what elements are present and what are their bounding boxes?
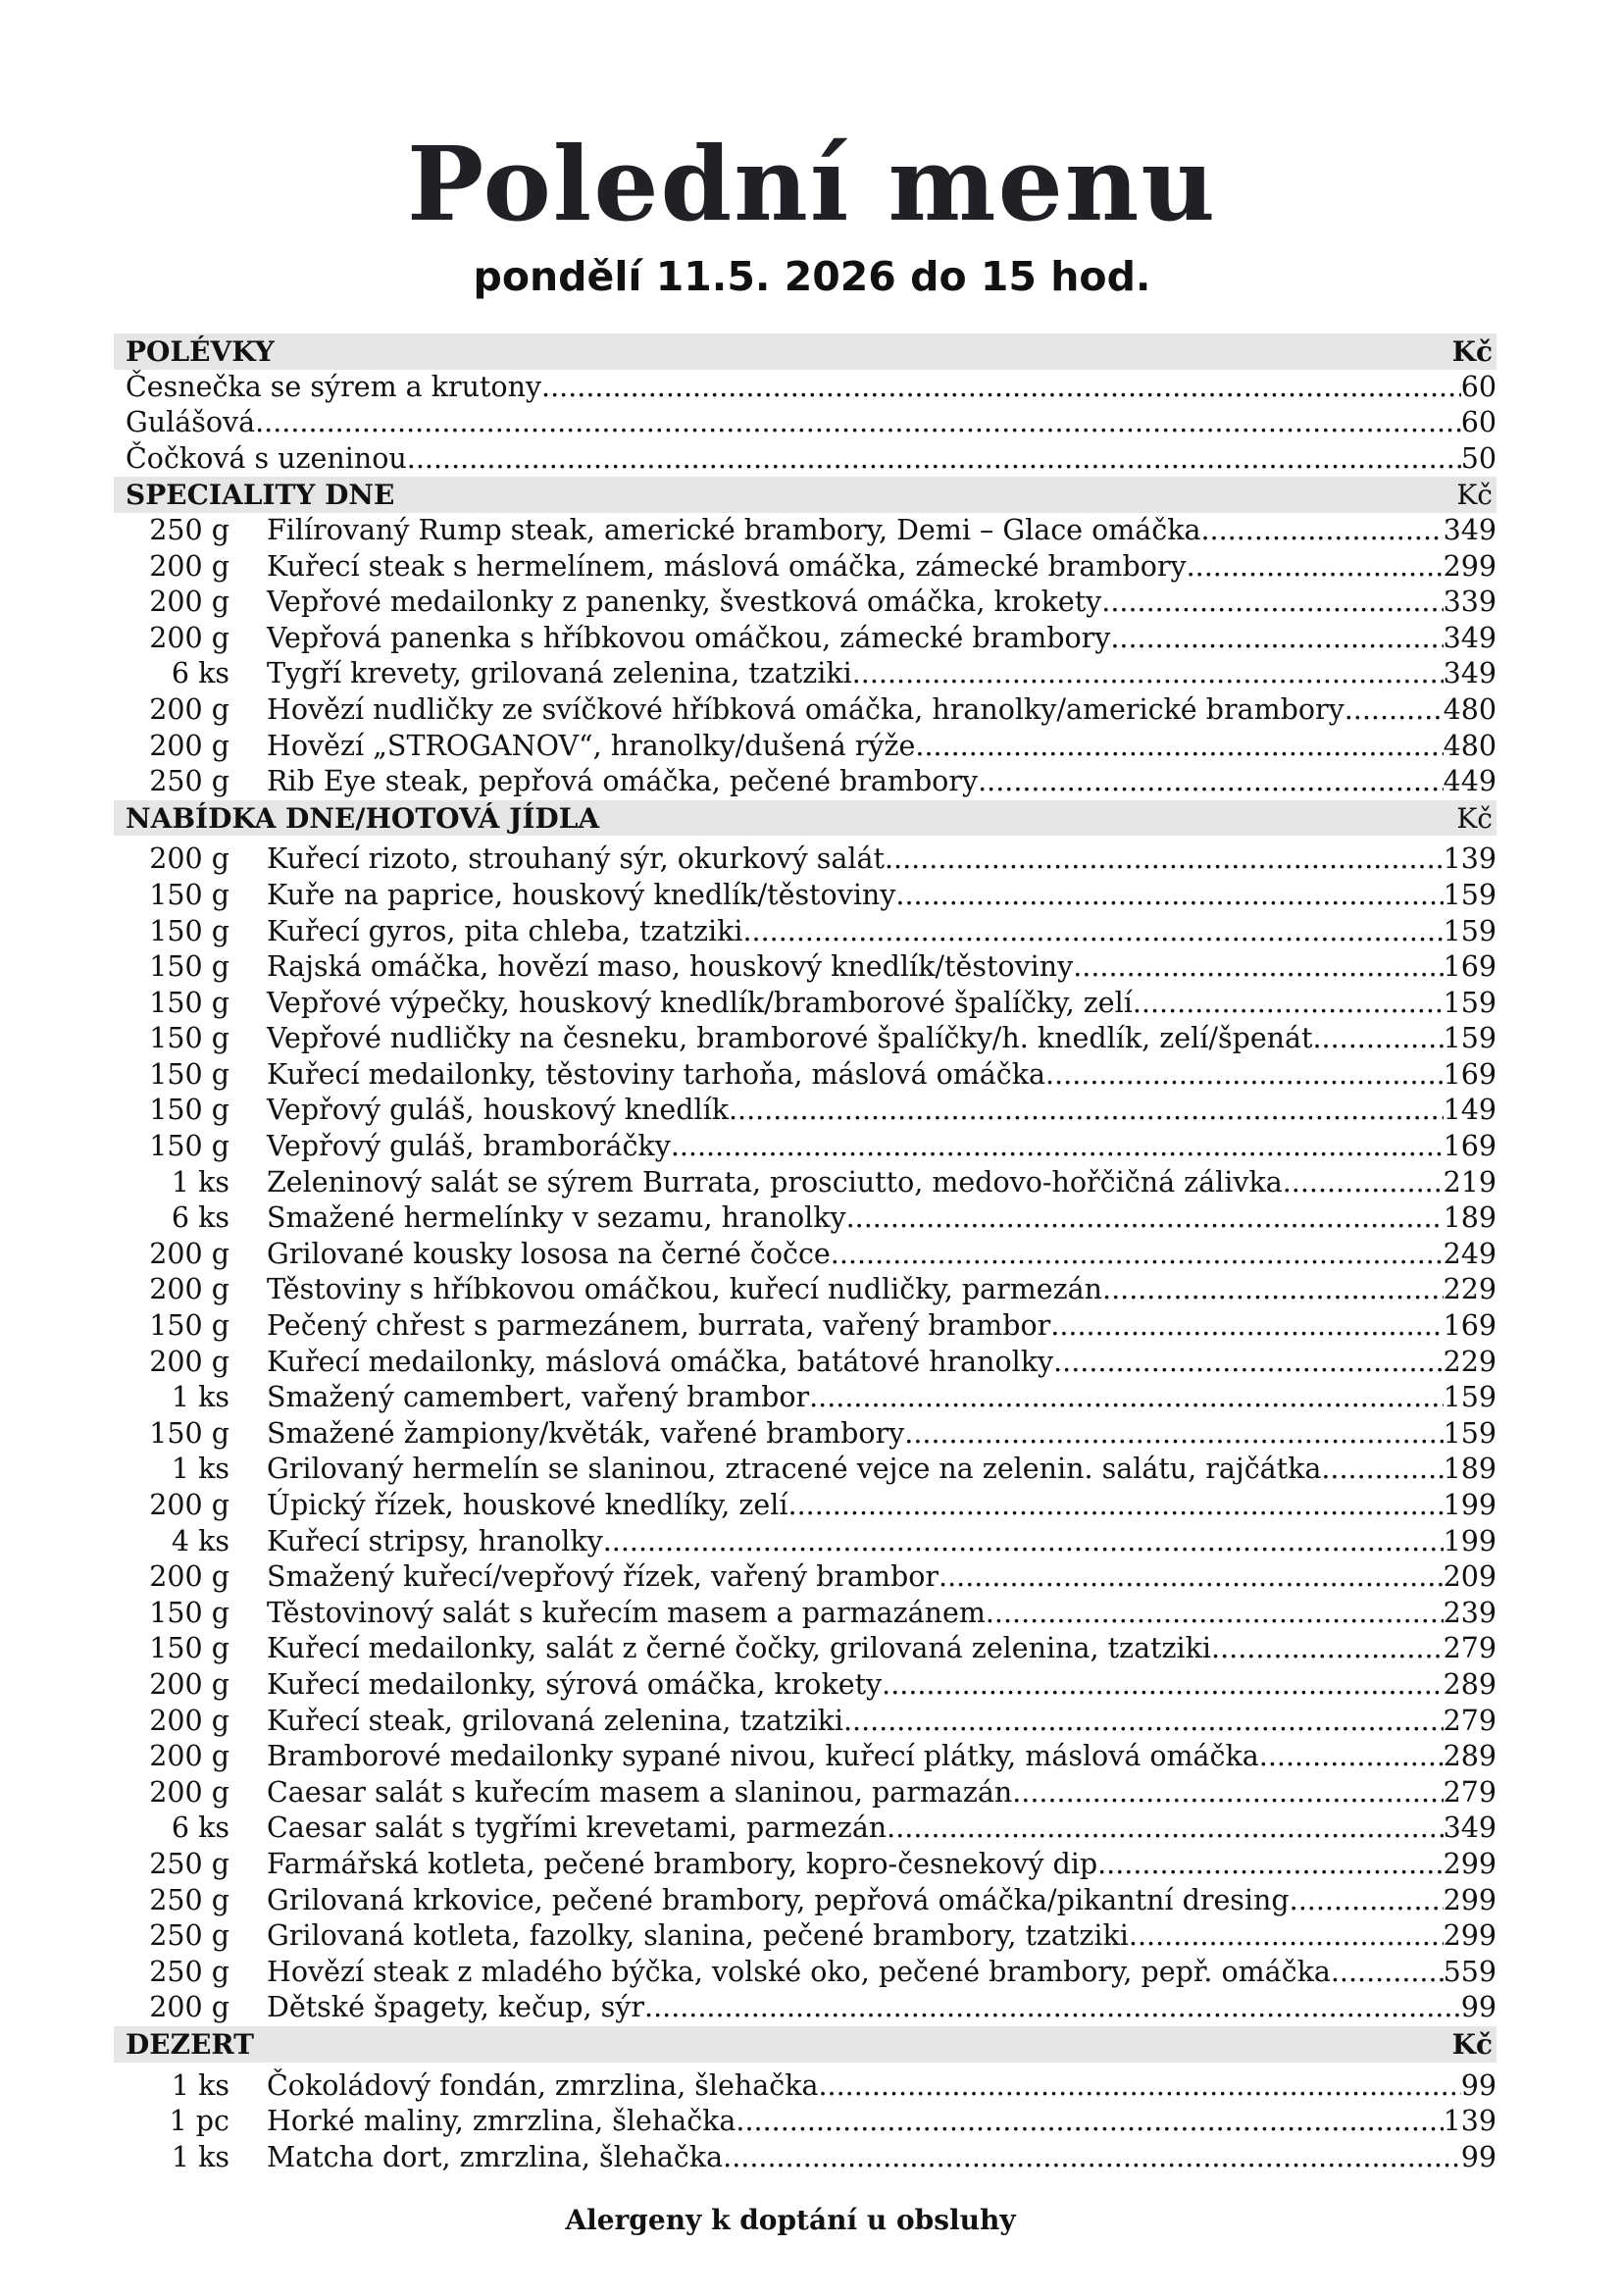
item-quantity: 150 g — [149, 1094, 229, 1127]
item-price: 159 — [1443, 1381, 1497, 1414]
item-quantity: 150 g — [149, 1057, 229, 1091]
item-price: 339 — [1443, 586, 1497, 619]
section-title: DEZERT — [126, 2027, 255, 2061]
dot-leader — [1321, 1452, 1443, 1488]
menu-item — [114, 441, 1497, 478]
dot-leader — [1187, 549, 1444, 586]
item-name: Dětské špagety, kečup, sýr — [267, 1991, 645, 2024]
item-price: 60 — [1460, 406, 1497, 439]
dot-leader — [1211, 1631, 1444, 1667]
dot-leader — [843, 1704, 1444, 1740]
dot-leader — [1102, 1272, 1444, 1308]
menu-item — [114, 656, 1497, 692]
menu-item — [114, 1918, 1497, 1955]
menu-item — [114, 1380, 1497, 1416]
dot-leader — [1290, 1883, 1444, 1919]
item-quantity: 250 g — [149, 513, 229, 546]
item-quantity: 200 g — [149, 692, 229, 726]
dot-leader — [819, 2068, 1461, 2105]
dot-leader — [895, 878, 1443, 914]
dot-leader — [255, 405, 1461, 441]
item-price: 189 — [1443, 1453, 1497, 1486]
section-currency: Kč — [1456, 479, 1493, 512]
item-name: Rajská omáčka, hovězí maso, houskový knedlík/těstoviny — [267, 950, 1074, 984]
dot-leader — [736, 2104, 1443, 2140]
menu-item — [114, 986, 1497, 1022]
item-quantity: 200 g — [149, 1345, 229, 1378]
item-price: 159 — [1443, 914, 1497, 947]
menu-item — [114, 1021, 1497, 1057]
item-name: Caesar salát s kuřecím masem a slaninou, parmazán — [267, 1775, 1013, 1809]
dot-leader — [788, 1488, 1444, 1524]
menu-item — [114, 1093, 1497, 1129]
section-header — [114, 800, 1497, 837]
item-quantity: 1 ks — [171, 2068, 229, 2102]
dot-leader — [852, 656, 1444, 692]
item-name: Smažený kuřecí/vepřový řízek, vařený brambor — [267, 1560, 939, 1594]
item-quantity: 250 g — [149, 1883, 229, 1916]
item-price: 349 — [1443, 1811, 1497, 1845]
item-name: Vepřové výpečky, houskový knedlík/bramborové špalíčky, zelí — [267, 986, 1133, 1019]
item-name: Tygří krevety, grilovaná zelenina, tzatziki — [267, 657, 852, 690]
item-price: 229 — [1443, 1345, 1497, 1378]
menu-item — [114, 1057, 1497, 1094]
menu-item — [114, 1559, 1497, 1596]
menu-item — [114, 1704, 1497, 1740]
item-name: Farmářská kotleta, pečené brambory, kopro-česnekový dip — [267, 1847, 1098, 1880]
item-quantity: 200 g — [149, 1740, 229, 1773]
dot-leader — [986, 1596, 1444, 1632]
item-name: Zeleninový salát se sýrem Burrata, prosciutto, medovo-hořčičná zálivka — [267, 1165, 1283, 1199]
dot-leader — [846, 1200, 1444, 1237]
item-name: Bramborové medailonky sypané nivou, kuřecí plátky, máslová omáčka — [267, 1740, 1259, 1773]
item-price: 279 — [1443, 1775, 1497, 1809]
menu-item — [114, 1165, 1497, 1201]
dot-leader — [904, 1416, 1443, 1453]
dot-leader — [729, 1093, 1444, 1129]
item-name: Grilovaná kotleta, fazolky, slanina, pečené brambory, tzatziki — [267, 1919, 1129, 1953]
item-quantity: 1 ks — [171, 2140, 229, 2173]
section-header — [114, 477, 1497, 513]
item-price: 189 — [1443, 1201, 1497, 1235]
item-quantity: 150 g — [149, 1130, 229, 1163]
item-name: Matcha dort, zmrzlina, šlehačka — [267, 2140, 724, 2173]
item-quantity: 200 g — [149, 1237, 229, 1270]
item-quantity: 150 g — [149, 950, 229, 984]
dot-leader — [1045, 1057, 1444, 1094]
item-name: Smažený camembert, vařený brambor — [267, 1381, 810, 1414]
item-name: Horké maliny, zmrzlina, šlehačka — [267, 2105, 736, 2138]
menu-item — [114, 1488, 1497, 1524]
section-header — [114, 2026, 1497, 2063]
item-price: 50 — [1460, 441, 1497, 475]
menu-item — [114, 729, 1497, 765]
item-name: Grilovaná krkovice, pečené brambory, pepřová omáčka/pikantní dresing — [267, 1883, 1290, 1916]
item-name: Kuřecí rizoto, strouhaný sýr, okurkový salát — [267, 842, 885, 876]
dot-leader — [742, 914, 1443, 950]
menu-item — [114, 1739, 1497, 1775]
item-name: Gulášová — [126, 406, 256, 439]
menu-item — [114, 2068, 1497, 2105]
menu-item — [114, 878, 1497, 914]
item-name: Kuřecí steak, grilovaná zelenina, tzatziki — [267, 1704, 843, 1737]
menu-item — [114, 1667, 1497, 1704]
item-quantity: 200 g — [149, 1273, 229, 1306]
item-quantity: 200 g — [149, 1704, 229, 1737]
page-title: Polední menu — [407, 124, 1217, 244]
dot-leader — [809, 1380, 1443, 1416]
item-quantity: 200 g — [149, 1775, 229, 1809]
item-quantity: 150 g — [149, 1022, 229, 1055]
item-quantity: 150 g — [149, 986, 229, 1019]
item-price: 60 — [1460, 370, 1497, 403]
item-name: Úpický řízek, houskové knedlíky, zelí — [267, 1489, 788, 1521]
item-quantity: 6 ks — [171, 1811, 229, 1845]
item-price: 169 — [1443, 950, 1497, 984]
item-price: 169 — [1443, 1130, 1497, 1163]
dot-leader — [723, 2140, 1461, 2176]
section-title: POLÉVKY — [126, 334, 275, 368]
menu-item — [114, 764, 1497, 800]
dot-leader — [887, 1811, 1443, 1847]
item-price: 149 — [1443, 1094, 1497, 1127]
dot-leader — [1101, 585, 1443, 621]
dot-leader — [1331, 1955, 1444, 1991]
item-quantity: 150 g — [149, 914, 229, 947]
item-name: Kuřecí medailonky, sýrová omáčka, krokety — [267, 1667, 883, 1701]
dot-leader — [1133, 986, 1444, 1022]
item-price: 279 — [1443, 1704, 1497, 1737]
item-price: 349 — [1443, 513, 1497, 546]
item-price: 480 — [1443, 692, 1497, 726]
menu-item — [114, 1452, 1497, 1488]
item-quantity: 1 ks — [171, 1165, 229, 1199]
item-price: 159 — [1443, 878, 1497, 911]
item-price: 199 — [1443, 1489, 1497, 1521]
item-quantity: 150 g — [149, 1632, 229, 1665]
dot-leader — [1073, 949, 1443, 986]
item-price: 480 — [1443, 729, 1497, 762]
menu-item — [114, 1237, 1497, 1273]
item-quantity: 1 ks — [171, 1453, 229, 1486]
item-quantity: 6 ks — [171, 657, 229, 690]
item-price: 299 — [1443, 1919, 1497, 1953]
item-price: 249 — [1443, 1237, 1497, 1270]
item-quantity: 200 g — [149, 729, 229, 762]
dot-leader — [1259, 1739, 1444, 1775]
item-name: Kuřecí gyros, pita chleba, tzatziki — [267, 914, 743, 947]
menu-item — [114, 1345, 1497, 1381]
menu-list — [114, 333, 1497, 2175]
item-name: Vepřový guláš, houskový knedlík — [267, 1094, 729, 1127]
item-quantity: 6 ks — [171, 1201, 229, 1235]
item-name: Rib Eye steak, pepřová omáčka, pečené brambory — [267, 765, 979, 798]
item-name: Těstovinový salát s kuřecím masem a parmazánem — [267, 1596, 986, 1629]
item-name: Hovězí „STROGANOV“, hranolky/dušená rýže — [267, 729, 916, 762]
item-name: Caesar salát s tygřími krevetami, parmezán — [267, 1811, 888, 1845]
item-name: Kuřecí stripsy, hranolky — [267, 1524, 603, 1557]
item-price: 99 — [1460, 2068, 1497, 2102]
dot-leader — [939, 1559, 1444, 1596]
section-currency: Kč — [1451, 2027, 1493, 2061]
section-title: NABÍDKA DNE/HOTOVÁ JÍDLA — [126, 801, 600, 835]
item-name: Grilované kousky lososa na černé čočce — [267, 1237, 831, 1270]
dot-leader — [1110, 621, 1443, 657]
dot-leader — [915, 729, 1443, 765]
item-name: Vepřový guláš, bramboráčky — [267, 1130, 671, 1163]
item-name: Čočková s uzeninou — [126, 441, 407, 475]
item-price: 169 — [1443, 1309, 1497, 1343]
item-name: Pečený chřest s parmezánem, burrata, vařený brambor — [267, 1309, 1051, 1343]
item-name: Kuřecí steak s hermelínem, máslová omáčka, zámecké brambory — [267, 549, 1187, 583]
item-quantity: 4 ks — [171, 1524, 229, 1557]
item-price: 299 — [1443, 1883, 1497, 1916]
dot-leader — [407, 441, 1461, 478]
item-price: 169 — [1443, 1057, 1497, 1091]
item-quantity: 200 g — [149, 842, 229, 876]
menu-item — [114, 1308, 1497, 1345]
item-quantity: 1 pc — [169, 2105, 229, 2138]
item-name: Hovězí nudličky ze svíčkové hříbková omáčka, hranolky/americké brambory — [267, 692, 1345, 726]
item-name: Hovězí steak z mladého býčka, volské oko, pečené brambory, pepř. omáčka — [267, 1955, 1331, 1988]
dot-leader — [1129, 1918, 1444, 1955]
menu-item — [114, 1596, 1497, 1632]
item-price: 299 — [1443, 1847, 1497, 1880]
dot-leader — [1345, 692, 1444, 729]
item-price: 159 — [1443, 986, 1497, 1019]
item-price: 279 — [1443, 1632, 1497, 1665]
item-name: Kuřecí medailonky, salát z černé čočky, grilovaná zelenina, tzatziki — [267, 1632, 1212, 1665]
page-subtitle-date: pondělí 11.5. 2026 do 15 hod. — [473, 253, 1151, 300]
item-quantity: 150 g — [149, 1416, 229, 1450]
dot-leader — [603, 1524, 1444, 1560]
section-title: SPECIALITY DNE — [126, 479, 395, 512]
dot-leader — [885, 842, 1444, 878]
item-price: 289 — [1443, 1740, 1497, 1773]
item-name: Kuře na paprice, houskový knedlík/těstoviny — [267, 878, 896, 911]
section-currency: Kč — [1451, 334, 1493, 368]
menu-item — [114, 621, 1497, 657]
item-name: Vepřová panenka s hříbkovou omáčkou, zámecké brambory — [267, 621, 1111, 654]
menu-item — [114, 1524, 1497, 1560]
item-quantity: 150 g — [149, 1596, 229, 1629]
menu-item — [114, 1416, 1497, 1453]
item-name: Těstoviny s hříbkovou omáčkou, kuřecí nudličky, parmezán — [267, 1273, 1103, 1306]
menu-item — [114, 1847, 1497, 1883]
menu-item — [114, 1631, 1497, 1667]
item-price: 349 — [1443, 657, 1497, 690]
item-quantity: 150 g — [149, 878, 229, 911]
item-quantity: 1 ks — [171, 1381, 229, 1414]
item-price: 449 — [1443, 765, 1497, 798]
item-price: 289 — [1443, 1667, 1497, 1701]
menu-item — [114, 513, 1497, 549]
menu-item — [114, 1775, 1497, 1811]
menu-item — [114, 842, 1497, 878]
item-price: 559 — [1443, 1955, 1497, 1988]
item-name: Kuřecí medailonky, máslová omáčka, batátové hranolky — [267, 1345, 1054, 1378]
menu-item — [114, 1883, 1497, 1919]
item-price: 229 — [1443, 1273, 1497, 1306]
dot-leader — [978, 764, 1444, 800]
item-quantity: 200 g — [149, 1560, 229, 1594]
dot-leader — [1012, 1775, 1443, 1811]
item-quantity: 200 g — [149, 549, 229, 583]
item-price: 159 — [1443, 1022, 1497, 1055]
item-price: 139 — [1443, 2105, 1497, 2138]
dot-leader — [1053, 1345, 1444, 1381]
item-name: Smažené hermelínky v sezamu, hranolky — [267, 1201, 846, 1235]
item-quantity: 200 g — [149, 1991, 229, 2024]
menu-item — [114, 1129, 1497, 1165]
item-name: Čokoládový fondán, zmrzlina, šlehačka — [267, 2068, 819, 2102]
menu-item — [114, 585, 1497, 621]
item-quantity: 150 g — [149, 1309, 229, 1343]
item-price: 299 — [1443, 549, 1497, 583]
item-price: 209 — [1443, 1560, 1497, 1594]
item-name: Grilovaný hermelín se slaninou, ztracené vejce na zelenin. salátu, rajčátka — [267, 1453, 1322, 1486]
menu-item — [114, 370, 1497, 406]
item-price: 99 — [1460, 2140, 1497, 2173]
section-header — [114, 333, 1497, 370]
dot-leader — [1097, 1847, 1444, 1883]
dot-leader — [831, 1237, 1444, 1273]
dot-leader — [644, 1990, 1461, 2026]
item-quantity: 250 g — [149, 1847, 229, 1880]
menu-item — [114, 2104, 1497, 2140]
item-price: 239 — [1443, 1596, 1497, 1629]
menu-item — [114, 1955, 1497, 1991]
menu-item — [114, 405, 1497, 441]
item-price: 349 — [1443, 621, 1497, 654]
menu-item — [114, 949, 1497, 986]
item-name: Filírovaný Rump steak, americké brambory, Demi – Glace omáčka — [267, 513, 1201, 546]
dot-leader — [671, 1129, 1444, 1165]
item-price: 99 — [1460, 1991, 1497, 2024]
dot-leader — [1283, 1165, 1444, 1201]
menu-item — [114, 914, 1497, 950]
dot-leader — [882, 1667, 1443, 1704]
item-price: 199 — [1443, 1524, 1497, 1557]
item-name: Vepřové medailonky z panenky, švestková omáčka, krokety — [267, 586, 1102, 619]
dot-leader — [1050, 1308, 1443, 1345]
menu-item — [114, 549, 1497, 586]
dot-leader — [541, 370, 1461, 406]
item-price: 219 — [1443, 1165, 1497, 1199]
item-price: 159 — [1443, 1416, 1497, 1450]
menu-item — [114, 1272, 1497, 1308]
item-quantity: 250 g — [149, 765, 229, 798]
item-price: 139 — [1443, 842, 1497, 876]
menu-item — [114, 1200, 1497, 1237]
menu-item — [114, 2140, 1497, 2176]
item-name: Smažené žampiony/květák, vařené brambory — [267, 1416, 905, 1450]
item-quantity: 250 g — [149, 1919, 229, 1953]
item-quantity: 200 g — [149, 621, 229, 654]
item-name: Vepřové nudličky na česneku, bramborové špalíčky/h. knedlík, zelí/špenát — [267, 1022, 1313, 1055]
menu-item — [114, 692, 1497, 729]
item-quantity: 200 g — [149, 586, 229, 619]
menu-item — [114, 1811, 1497, 1847]
item-quantity: 250 g — [149, 1955, 229, 1988]
dot-leader — [1200, 513, 1443, 549]
item-quantity: 200 g — [149, 1667, 229, 1701]
allergen-note: Alergeny k doptání u obsluhy — [565, 2204, 1016, 2236]
section-currency: Kč — [1456, 801, 1493, 835]
menu-item — [114, 1990, 1497, 2026]
item-name: Česnečka se sýrem a krutony — [126, 370, 542, 403]
dot-leader — [1312, 1021, 1443, 1057]
item-name: Kuřecí medailonky, těstoviny tarhoňa, máslová omáčka — [267, 1057, 1046, 1091]
item-quantity: 200 g — [149, 1489, 229, 1521]
